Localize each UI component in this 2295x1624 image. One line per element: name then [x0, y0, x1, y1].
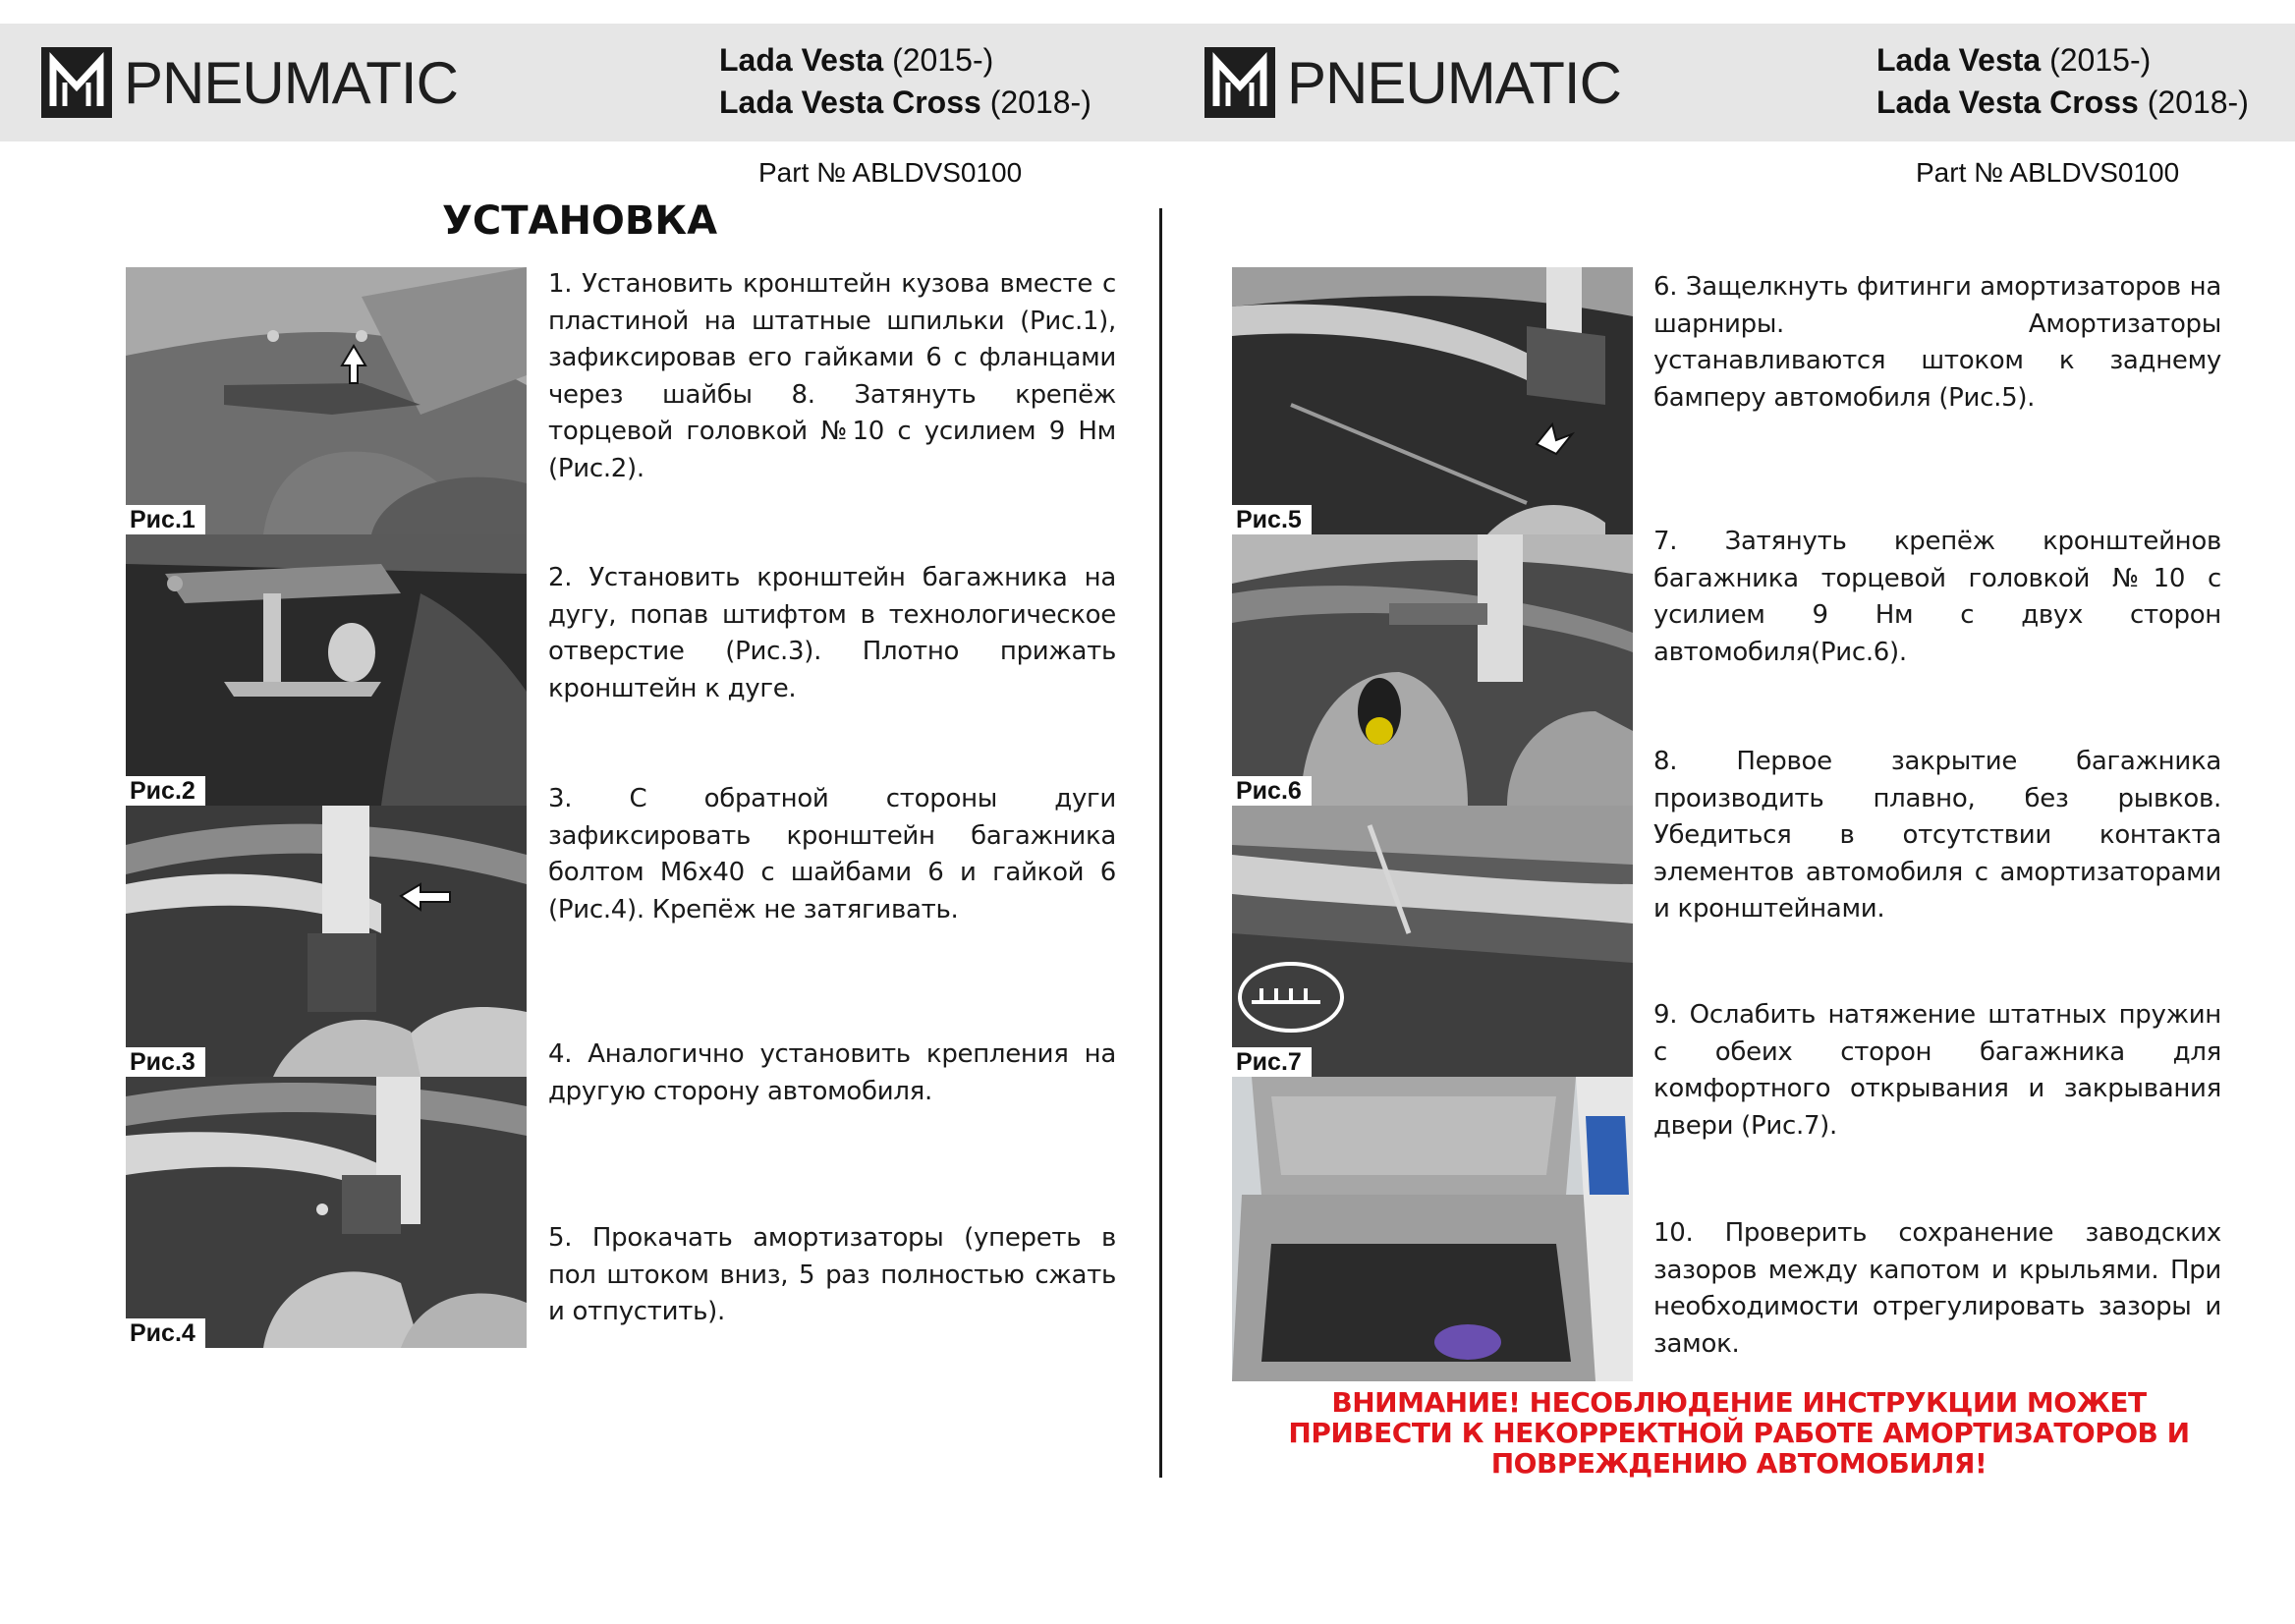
model-name: Lada Vesta Cross: [1876, 84, 2139, 120]
step-6: 6. Защелкнуть фитинги амортизаторов на шарниры. Амортизаторы устанавливаются штоком к заднему бамперу автомобиля (Рис.5).: [1653, 272, 2221, 413]
figure-5-photo: [1232, 267, 1633, 534]
step-9: 9. Ослабить натяжение штатных пружин с обеих сторон багажника для комфортного открывания и закрывания двери (Рис.7).: [1653, 1000, 2221, 1141]
figure-3-photo: [126, 806, 527, 1077]
step-3: 3. С обратной стороны дуги зафиксировать кронштейн багажника болтом М6х40 с шайбами 6 и гайкой 6 (Рис.4). Крепёж не затягивать.: [548, 784, 1116, 924]
figure-2-photo: [126, 534, 527, 806]
figure-4-photo: [126, 1077, 527, 1348]
model-years: (2015-): [892, 42, 994, 78]
figure-caption: Рис.7: [1232, 1047, 1312, 1077]
figure-caption: Рис.5: [1232, 505, 1312, 534]
model-years: (2018-): [2147, 84, 2249, 120]
model-name: Lada Vesta: [719, 42, 884, 78]
column-divider: [1159, 208, 1162, 1478]
step-8: 8. Первое закрытие багажника производить плавно, без рывков. Убедиться в отсутствии контакта элементов автомобиля с амортизаторами и кронштейнами.: [1653, 747, 2221, 924]
brand-logo-left: [41, 43, 458, 122]
figure-7-photo: [1232, 806, 1633, 1077]
step-7: 7. Затянуть крепёж кронштейнов багажника торцевой головкой №10 с усилием 9 Нм с двух сторон автомобиля(Рис.6).: [1653, 527, 2221, 667]
brand-mark-icon: [1204, 47, 1275, 118]
warning-notice: ВНИМАНИЕ! НЕСОБЛЮДЕНИЕ ИНСТРУКЦИИ МОЖЕТ ПРИВЕСТИ К НЕКОРРЕКТНОЙ РАБОТЕ АМОРТИЗАТОРОВ И ПОВРЕЖДЕНИЮ АВТОМОБИЛЯ!: [1288, 1386, 2190, 1480]
figure-1-photo: [126, 267, 527, 534]
step-10: 10. Проверить сохранение заводских зазоров между капотом и крыльями. При необходимости отрегулировать зазоры и замок.: [1653, 1218, 2221, 1359]
figure-caption: Рис.1: [126, 505, 205, 534]
figure-6-photo: [1232, 534, 1633, 806]
model-name: Lada Vesta: [1876, 42, 2042, 78]
part-number-left: Part № ABLDVS0100: [758, 157, 1023, 188]
figure-caption: Рис.4: [126, 1318, 205, 1348]
figure-caption: Рис.6: [1232, 776, 1312, 806]
model-list-right: [1876, 39, 2249, 124]
step-5: 5. Прокачать амортизаторы (упереть в пол штоком вниз, 5 раз полностью сжать и отпустить).: [548, 1223, 1116, 1326]
part-number-right: Part № ABLDVS0100: [1916, 157, 2180, 188]
figure-caption: Рис.3: [126, 1047, 205, 1077]
model-years: (2015-): [2049, 42, 2152, 78]
model-years: (2018-): [989, 84, 1092, 120]
brand-logo-right: [1204, 43, 1621, 122]
step-2: 2. Установить кронштейн багажника на дугу, попав штифтом в технологическое отверстие (Рис.3). Плотно прижать кронштейн к дуге.: [548, 563, 1116, 703]
model-list-left: [719, 39, 1092, 124]
trunk-photo: [1232, 1077, 1633, 1381]
step-4: 4. Аналогично установить крепления на другую сторону автомобиля.: [548, 1039, 1116, 1106]
model-name: Lada Vesta Cross: [719, 84, 981, 120]
brand-name: PNEUMATIC: [1287, 49, 1621, 116]
page-title: УСТАНОВКА: [442, 198, 718, 244]
brand-name: PNEUMATIC: [124, 49, 458, 116]
step-1: 1. Установить кронштейн кузова вместе с пластиной на штатные шпильки (Рис.1), зафиксировав его гайками 6 с фланцами через шайбы 8. Затянуть крепёж торцевой головкой №10 с усилием 9 Нм (Рис.2).: [548, 269, 1116, 483]
brand-mark-icon: [41, 47, 112, 118]
figure-caption: Рис.2: [126, 776, 205, 806]
